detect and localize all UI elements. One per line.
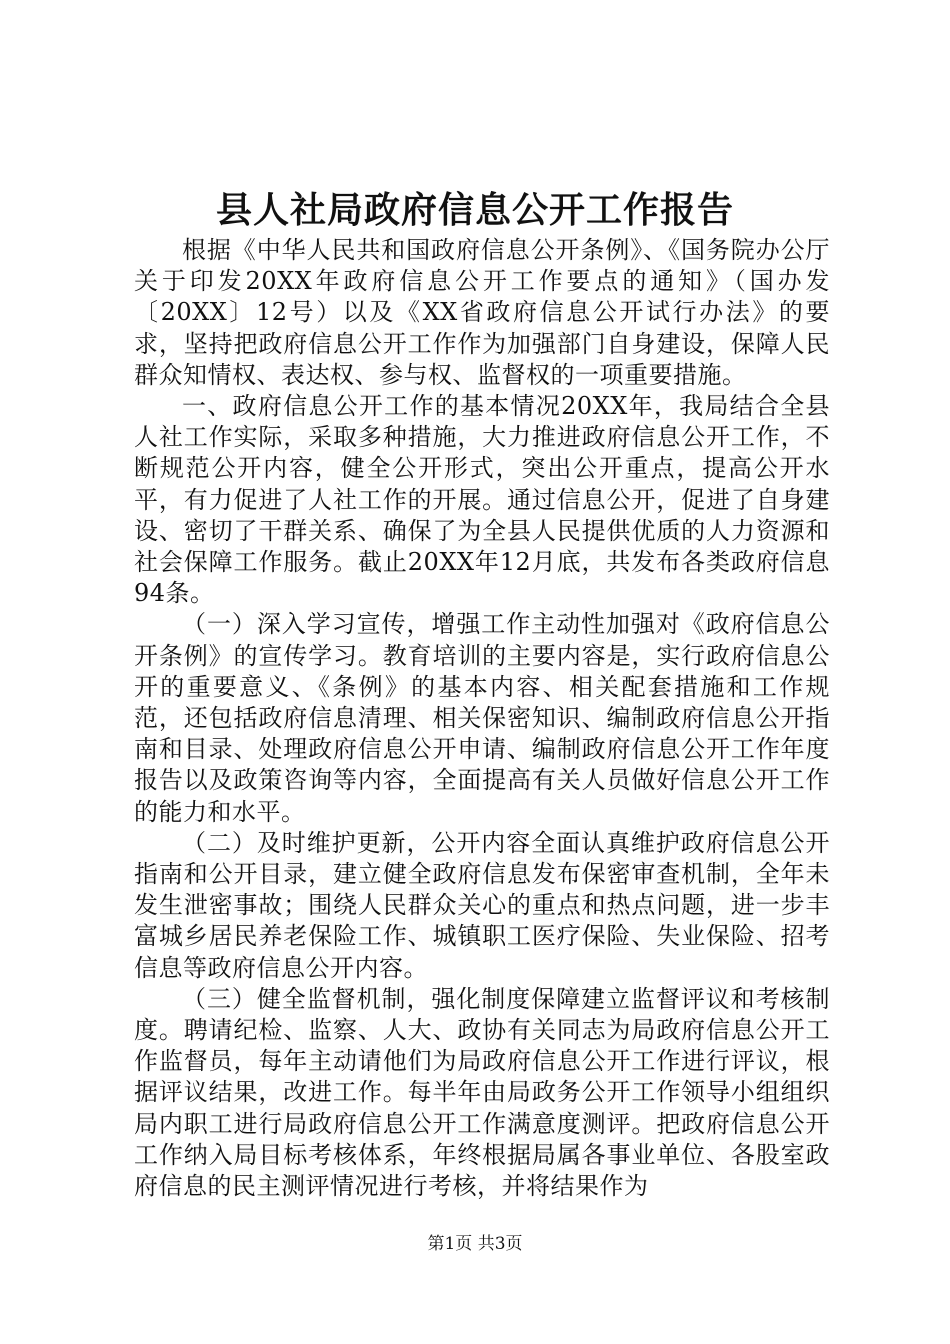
paragraph-intro: 根据《中华人民共和国政府信息公开条例》、《国务院办公厅关于印发20XX年政府信息公开工作要点的通知》（国办发〔20XX〕12号）以及《XX省政府信息公开试行办法》的要求，坚持把政府信息公开工作作为加强部门自身建设，保障人民群众知情权、表达权、参与权、监督权的一项重要措施。 — [134, 236, 830, 389]
document-title: 县人社局政府信息公开工作报告 — [215, 189, 734, 231]
paragraph-section-1: 一、政府信息公开工作的基本情况20XX年，我局结合全县人社工作实际，采取多种措施，大力推进政府信息公开工作，不断规范公开内容，健全公开形式，突出公开重点，提高公开水平，有力促进了人社工作的开展。通过信息公开，促进了自身建设、密切了干群关系、确保了为全县人民提供优质的人力资源和社会保障工作服务。截止20XX年12月底，共发布各类政府信息94条。 — [134, 392, 830, 608]
page-footer: 第1页 共3页 — [427, 1234, 523, 1254]
document-body — [134, 235, 830, 1202]
paragraph-item-1: （一）深入学习宣传，增强工作主动性加强对《政府信息公开条例》的宣传学习。教育培训的主要内容是，实行政府信息公开的重要意义、《条例》的基本内容、相关配套措施和工作规范，还包括政府信息清理、相关保密知识、编制政府信息公开指南和目录、处理政府信息公开申请、编制政府信息公开工作年度报告以及政策咨询等内容，全面提高有关人员做好信息公开工作的能力和水平。 — [134, 610, 830, 826]
paragraph-item-3: （三）健全监督机制，强化制度保障建立监督评议和考核制度。聘请纪检、监察、人大、政协有关同志为局政府信息公开工作监督员，每年主动请他们为局政府信息公开工作进行评议，根据评议结果，改进工作。每半年由局政务公开工作领导小组组织局内职工进行局政府信息公开工作满意度测评。把政府信息公开工作纳入局目标考核体系，年终根据局属各事业单位、各股室政府信息的民主测评情况进行考核，并将结果作为 — [134, 984, 830, 1201]
paragraph-item-2: （二）及时维护更新，公开内容全面认真维护政府信息公开指南和公开目录，建立健全政府信息发布保密审查机制，全年未发生泄密事故；围绕人民群众关心的重点和热点问题，进一步丰富城乡居民养老保险工作、城镇职工医疗保险、失业保险、招考信息等政府信息公开内容。 — [134, 828, 830, 982]
